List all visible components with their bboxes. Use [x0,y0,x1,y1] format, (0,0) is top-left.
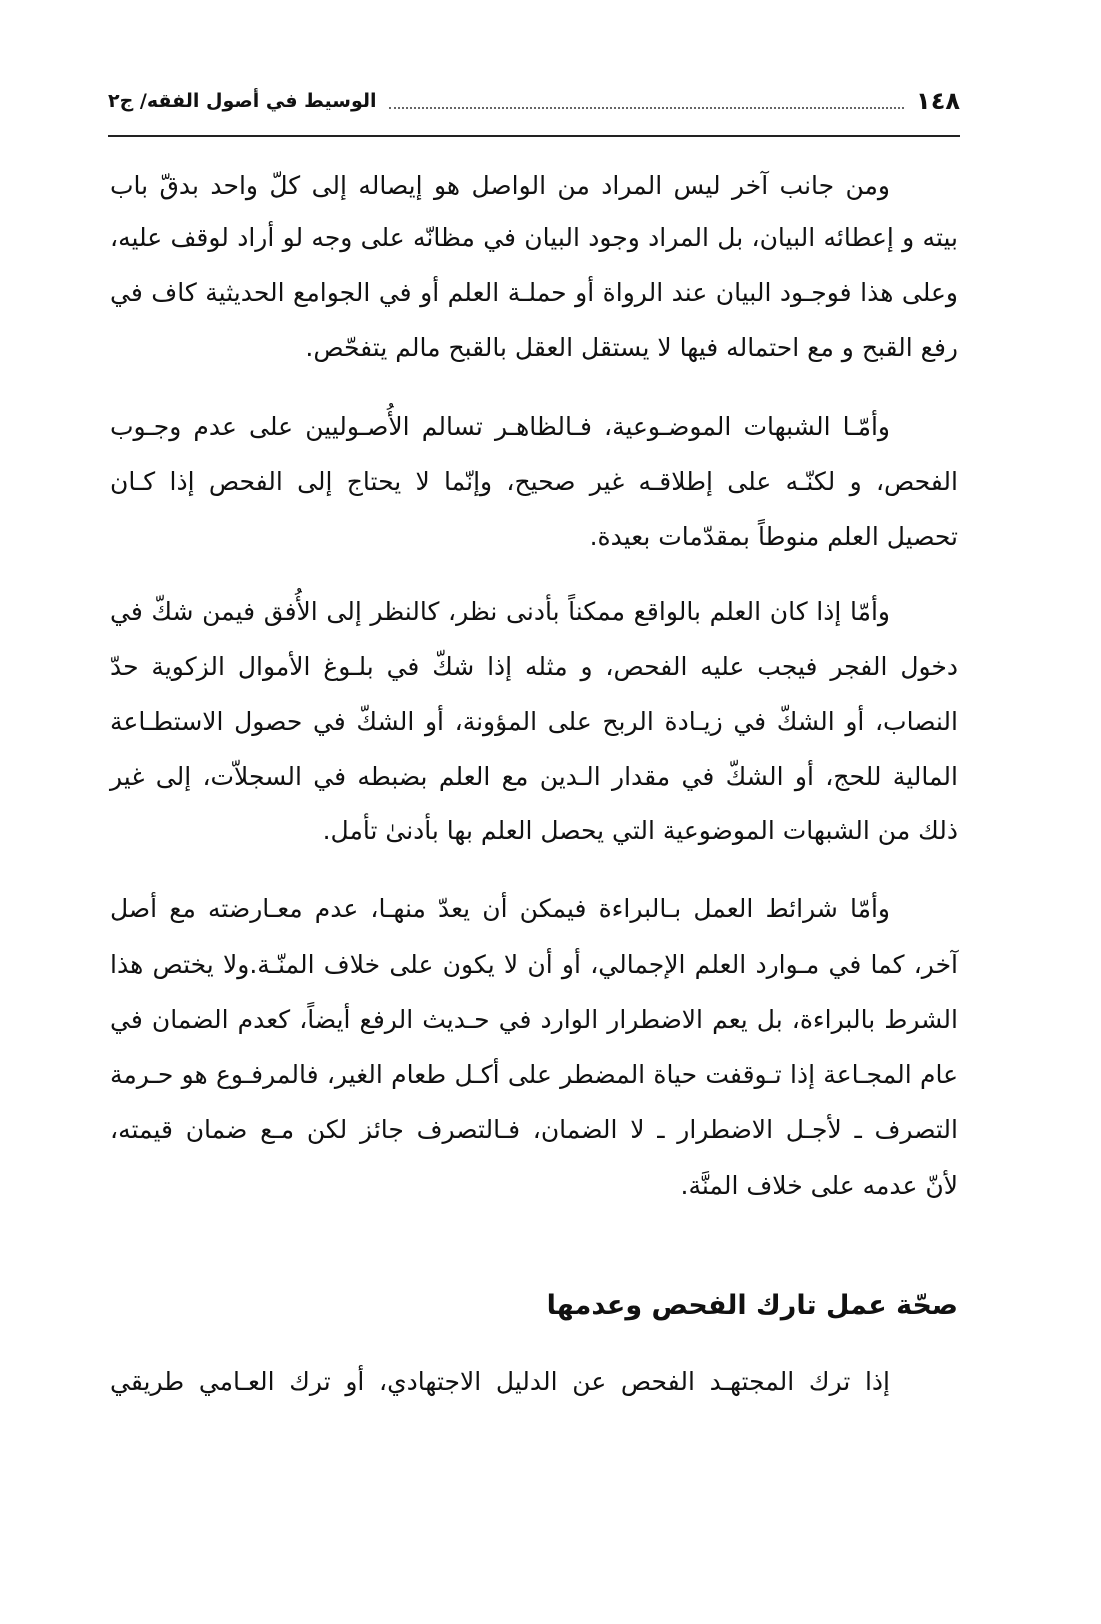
text-line: لأنّ عدمه على خلاف المنَّة. [680,1171,958,1200]
text-line: ذلك من الشبهات الموضوعية التي يحصل العلم بها بأدنىٰ تأمل. [322,816,958,845]
text-line: وأمّـا الشبهات الموضـوعية، فـالظاهـر تسالم الأُصـوليين على عدم وجـوب [110,412,890,441]
header-dot-leader [389,93,905,109]
section-heading: صحّة عمل تارك الفحص وعدمها [546,1290,958,1321]
text-line: وأمّا إذا كان العلم بالواقع ممكناً بأدنى نظر، كالنظر إلى الأُفق فيمن شكّ في [110,597,890,626]
text-line: تحصيل العلم منوطاً بمقدّمات بعيدة. [589,522,958,551]
text-line: الفحص، و لكنّـه على إطلاقـه غير صحيح، وإنّما لا يحتاج إلى الفحص إذا كـان [110,467,958,496]
text-line: دخول الفجر فيجب عليه الفحص، و مثله إذا شكّ في بلـوغ الأموال الزكوية حدّ [110,652,958,681]
text-line: التصرف ـ لأجـل الاضطرار ـ لا الضمان، فـالتصرف جائز لكن مـع ضمان قيمته، [110,1115,958,1144]
text-line: وعلى هذا فوجـود البيان عند الرواة أو حملـة العلم أو في الجوامع الحديثية كاف في [110,278,958,307]
header-rule [108,135,960,137]
text-line: الشرط بالبراءة، بل يعم الاضطرار الوارد في حـديث الرفع أيضاً، كعدم الضمان في [110,1005,958,1034]
text-line: ومن جانب آخر ليس المراد من الواصل هو إيصاله إلى كلّ واحد بدقّ باب [110,171,890,200]
text-line: النصاب، أو الشكّ في زيـادة الربح على المؤونة، أو الشكّ في حصول الاستطـاعة [110,707,958,736]
page-number: ١٤٨ [916,87,960,115]
text-line: رفع القبح و مع احتماله فيها لا يستقل العقل بالقبح مالم يتفحّص. [305,333,958,362]
running-title: الوسيط في أصول الفقه/ ج٢ [108,90,377,112]
page-header [108,84,960,118]
text-line: آخر، كما في مـوارد العلم الإجمالي، أو أن لا يكون على خلاف المنّـة.ولا يختص هذا [110,950,958,979]
text-line: بيته و إعطائه البيان، بل المراد وجود البيان في مظانّه على وجه لو أراد لوقف عليه، [110,223,958,252]
text-line: وأمّا شرائط العمل بـالبراءة فيمكن أن يعدّ منهـا، عدم معـارضته مع أصل [110,894,890,923]
text-line: عام المجـاعة إذا تـوقفت حياة المضطر على أكـل طعام الغير، فالمرفـوع هو حـرمة [110,1060,958,1089]
text-line: إذا ترك المجتهـد الفحص عن الدليل الاجتهادي، أو ترك العـامي طريقي [110,1367,890,1396]
text-line: المالية للحج، أو الشكّ في مقدار الـدين مع العلم بضبطه في السجلاّت، إلى غير [110,762,958,791]
